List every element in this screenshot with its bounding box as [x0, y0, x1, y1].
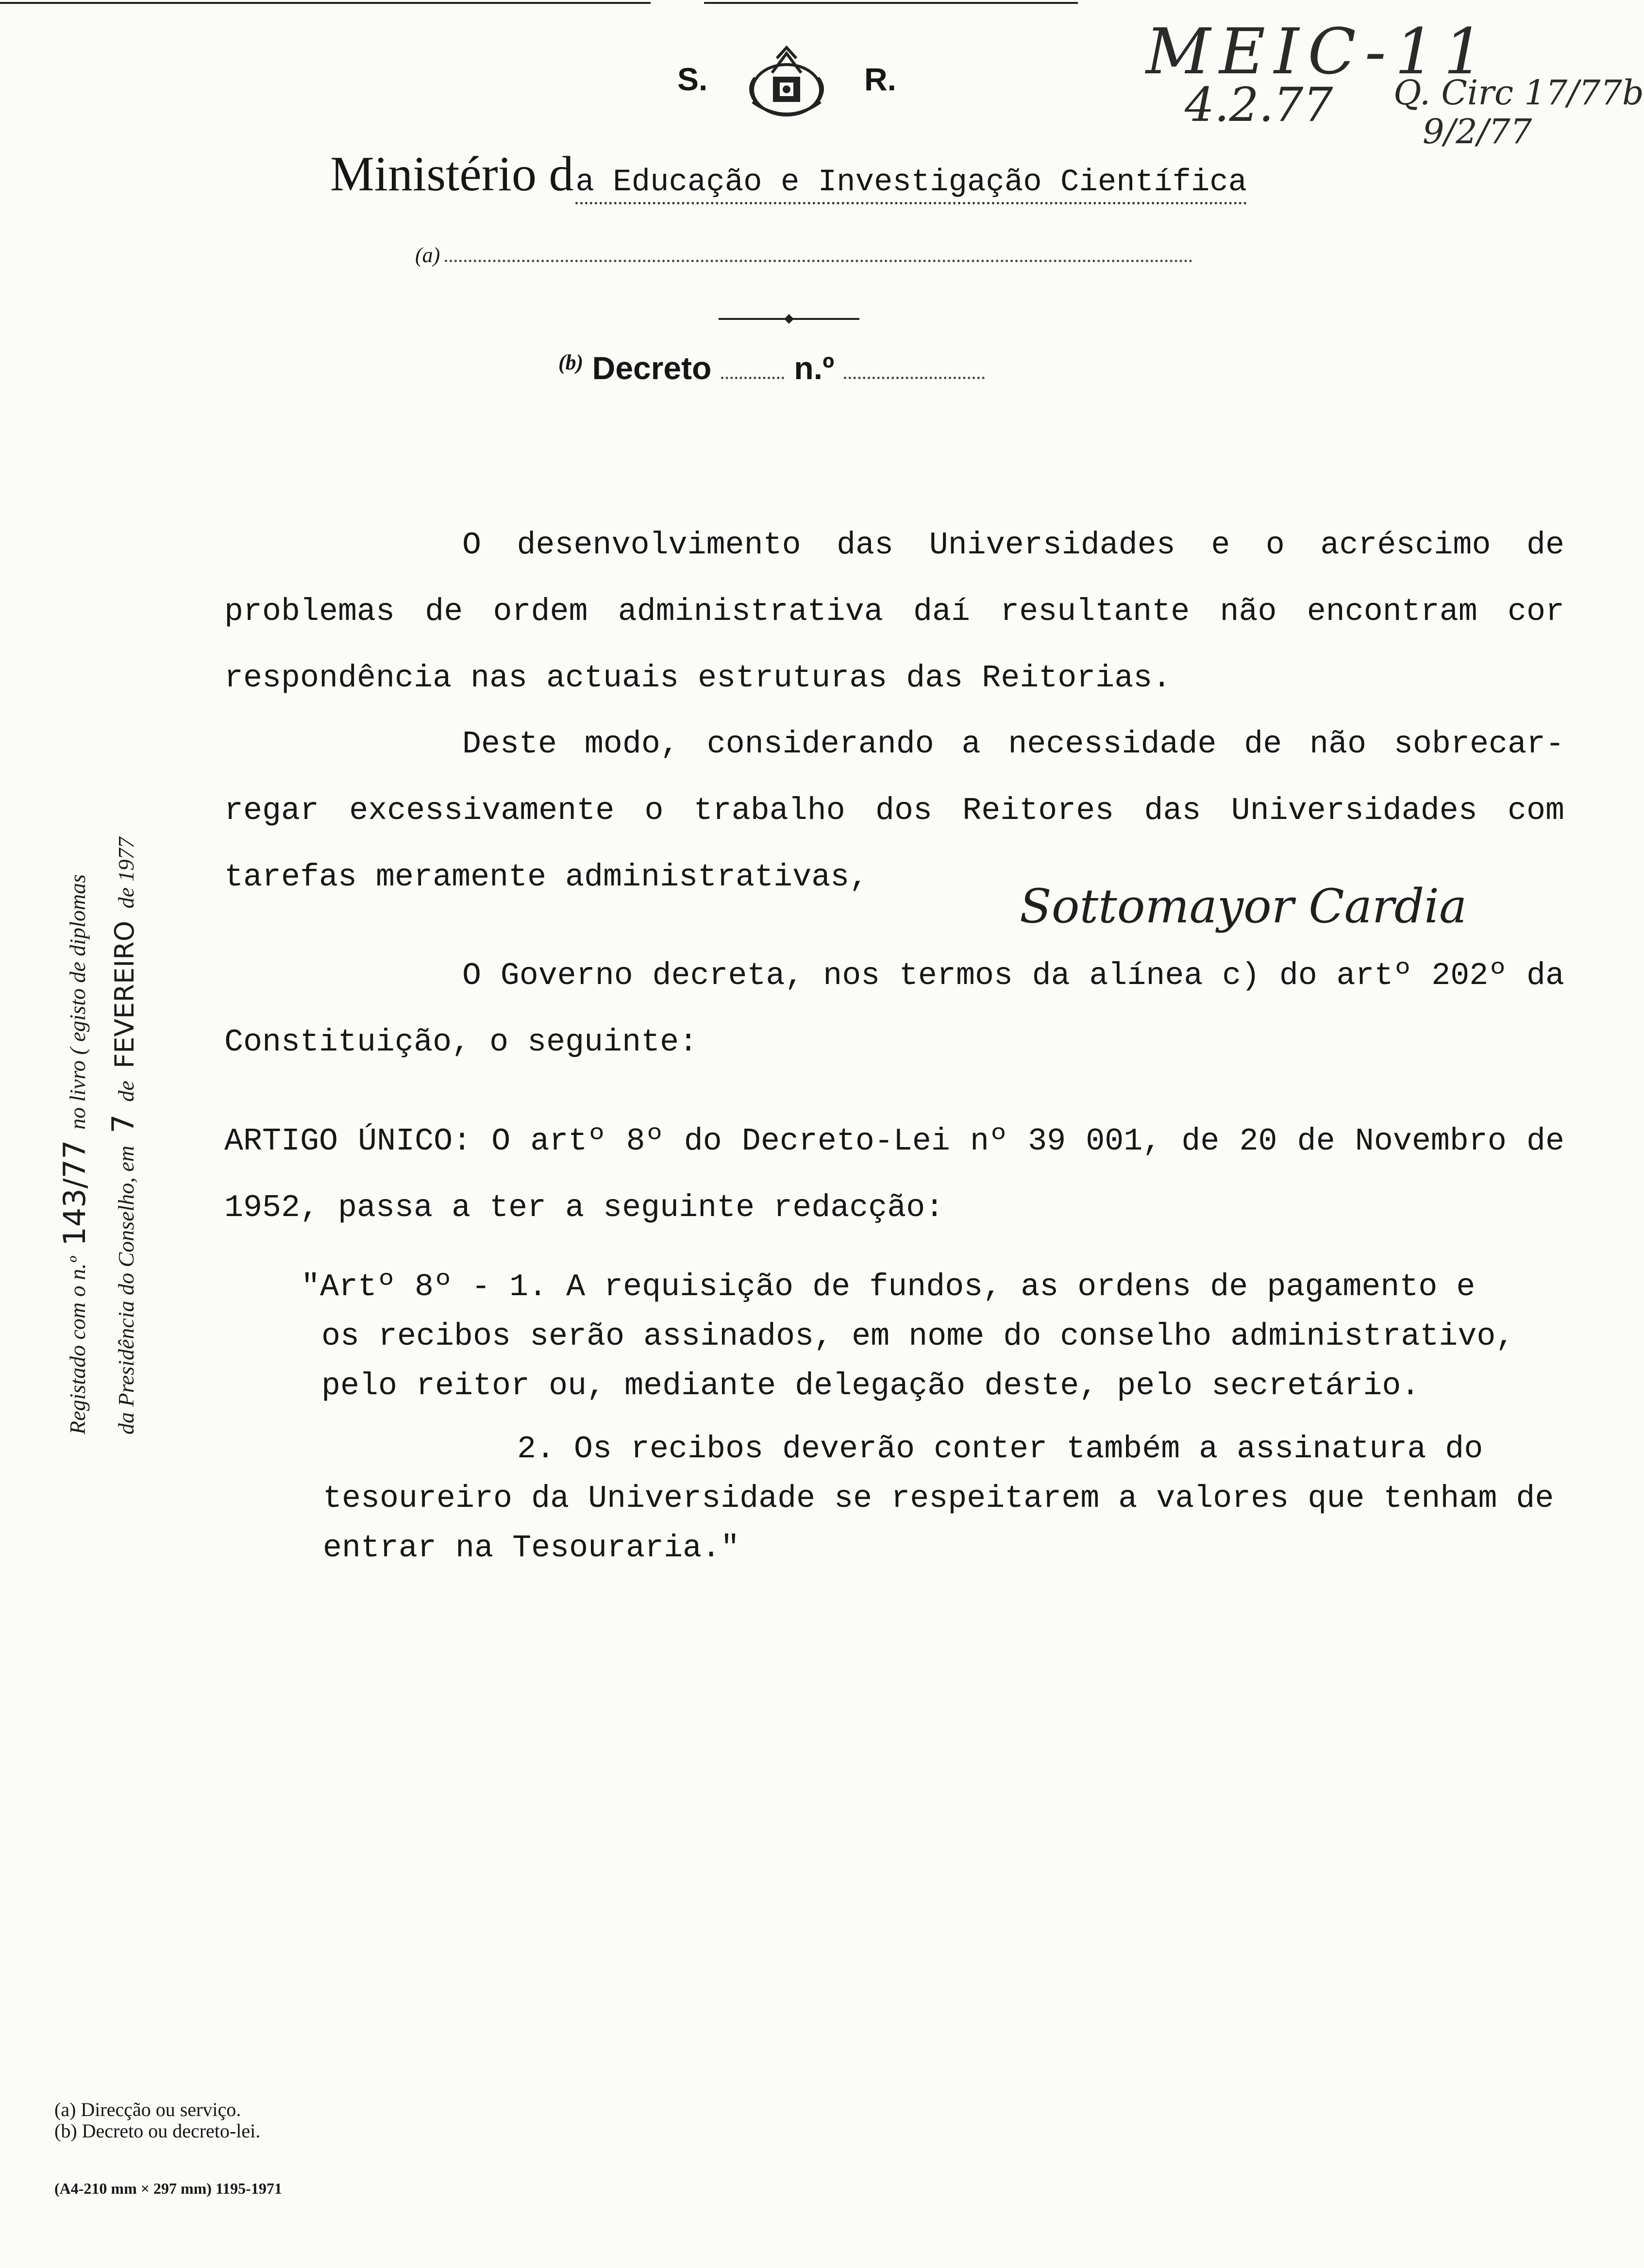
paragraph-government-decrees: O Governo decreta, nos termos da alínea c) do artº 202º da Constituição, o seguinte: [224, 958, 1564, 1060]
scan-edge-line [0, 2, 651, 4]
footnote-b: (b) Decreto ou decreto-lei. [54, 2120, 261, 2142]
handwritten-reference-date: 4.2.77 [1185, 78, 1333, 132]
handwritten-circular-date: 9/2/77 [1423, 112, 1532, 151]
decree-number-blank [844, 377, 985, 379]
ministry-line [330, 146, 1247, 202]
ministry-label: Ministério d [330, 147, 574, 201]
paragraph-single-article: ARTIGO ÚNICO: O artº 8º do Decreto-Lei nº 39 001, de 20 de Novembro de 1952, passa a ter a seguinte redacção: [224, 1123, 1564, 1226]
ornamental-divider [719, 312, 859, 326]
decree-number-label: n.º [794, 350, 835, 386]
quote-paragraph-1-continuation: os recibos serão assinados, em nome do conselho administrativo, pelo reitor ou, mediante delegação deste, pelo secretário. [321, 1318, 1515, 1404]
quote-paragraph-1 [301, 1262, 1573, 1411]
service-field-blank [445, 260, 1192, 262]
side-note-year: de 1977 [114, 837, 138, 909]
side-note-de: de [114, 1081, 138, 1102]
form-code: (A4-210 mm × 297 mm) 1195-1971 [54, 2180, 282, 2197]
handwritten-reference-code: MEIC-11 [1146, 15, 1493, 88]
scan-edge-line [704, 2, 1078, 4]
side-note-day: 7 [105, 1114, 141, 1134]
side-note-number: 143/77 [57, 1140, 92, 1246]
registration-side-note [34, 575, 160, 1464]
side-note-line1-prefix: Registado com o n.º [65, 1256, 90, 1434]
quote-paragraph-1-first-line: "Artº 8º - 1. A requisição de fundos, as ordens de pagamento e [301, 1269, 1476, 1305]
quote-paragraph-2: 2. Os recibos deverão conter também a assinatura do tesoureiro da Universidade se respeitarem a valores que tenham de entrar na Tesouraria." [323, 1431, 1554, 1566]
header-r: R. [864, 61, 896, 97]
svg-text:Registado com o n.º 143/ [57, 874, 92, 1435]
service-field [415, 243, 1192, 267]
coat-of-arms-emblem [743, 44, 830, 124]
footnote-a: (a) Direcção ou serviço. [54, 2099, 241, 2120]
decree-line [558, 350, 985, 386]
side-note-line2-prefix: da Presidência do Conselho, em [114, 1146, 138, 1434]
service-field-marker: (a) [415, 243, 440, 267]
svg-text:da Presidência do Conselho, em [105, 836, 141, 1434]
paragraph-university-development: O desenvolvimento das Universidades e o acréscimo de problemas de ordem administrativa daí resultante não encontram cor respondência nas actuais estruturas das Reitorias. [224, 527, 1564, 696]
handwritten-circular-note: Q. Circ 17/77b [1393, 73, 1644, 113]
header-s: S. [677, 61, 708, 97]
handwritten-signature [1015, 874, 1467, 956]
signature-text: Sottomayor Cardia [1020, 879, 1467, 934]
decree-type-blank [721, 377, 784, 379]
decree-field-marker: (b) [558, 350, 584, 374]
side-note-line1-suffix: no livro ( egisto de diplomas [65, 874, 90, 1130]
paragraph-considering: Deste modo, considerando a necessidade de não sobrecar- regar excessivamente o trabalho dos Reitores das Universidades com tarefas meramente administrativas, [224, 726, 1564, 895]
decree-label: Decreto [592, 350, 712, 386]
side-note-month: FEVEREIRO [109, 920, 140, 1068]
ministry-name: a Educação e Investigação Científica [575, 165, 1247, 204]
